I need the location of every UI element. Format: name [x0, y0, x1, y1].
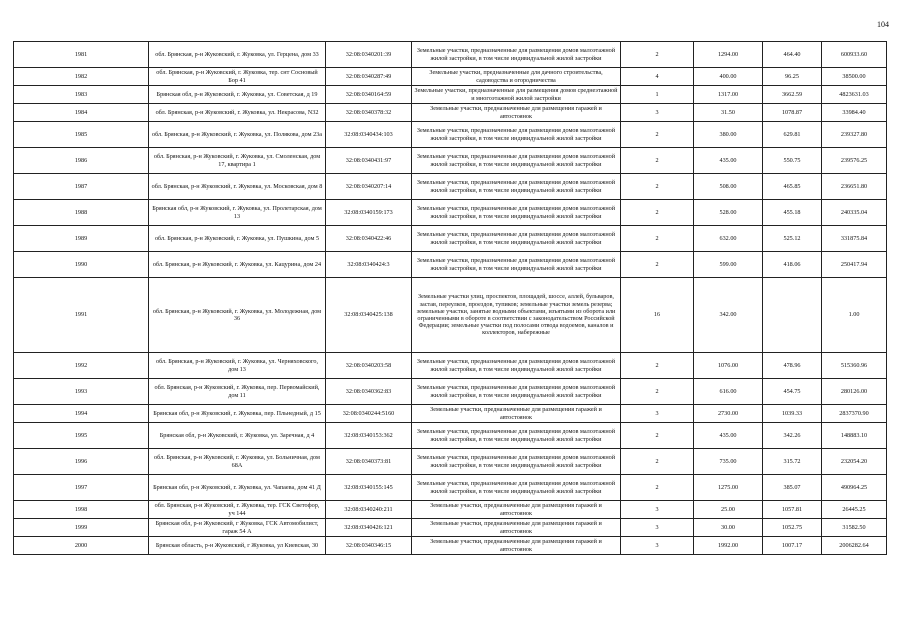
page-number: 104	[877, 20, 889, 29]
land-use-cell: Земельные участки, предназначенные для размещения гаражей и автостоянок	[412, 537, 621, 555]
cadastral-value-cell: 515360.96	[822, 353, 887, 379]
cadastral-value-cell: 31582.50	[822, 519, 887, 537]
land-use-cell: Земельные участки, предназначенные для размещения домов малоэтажной жилой застройки, в том числе индивидуальной жилой застройки	[412, 226, 621, 252]
group-cell: 2	[621, 252, 694, 278]
area-cell: 31.50	[694, 104, 763, 122]
specific-value-cell: 525.12	[763, 226, 822, 252]
cadastral-value-cell: 2006282.64	[822, 537, 887, 555]
cadastral-value-cell: 600933.60	[822, 42, 887, 68]
table-row	[14, 449, 887, 475]
cadastral-number-cell: 32:08:0340424:3	[326, 252, 412, 278]
row-number-cell: 1989	[14, 226, 149, 252]
address-cell: обл. Брянская, р-н Жуковский, г. Жуковка, тер. ГСК Светофор, уч 144	[149, 501, 326, 519]
land-use-cell: Земельные участки, предназначенные для размещения гаражей и автостоянок	[412, 519, 621, 537]
address-cell: Брянская обл, р-н Жуковский, г. Жуковка, ул. Пролетарская, дом 13	[149, 200, 326, 226]
address-cell: обл. Брянская, р-н Жуковский, г. Жуковка, ул. Кацурина, дом 24	[149, 252, 326, 278]
table-row	[14, 278, 887, 353]
land-use-cell: Земельные участки, предназначенные для размещения гаражей и автостоянок	[412, 405, 621, 423]
area-cell: 508.00	[694, 174, 763, 200]
specific-value-cell: 454.75	[763, 379, 822, 405]
cadastral-number-cell: 32:08:0340155:145	[326, 475, 412, 501]
cadastral-number-cell: 32:08:0340378:32	[326, 104, 412, 122]
cadastral-value-cell: 239327.80	[822, 122, 887, 148]
address-cell: обл. Брянская, р-н Жуковский, г. Жуковка, ул. Больничная, дом 68А	[149, 449, 326, 475]
table-row	[14, 42, 887, 68]
land-use-cell: Земельные участки, предназначенные для дачного строительства, садоводства и огородничества	[412, 68, 621, 86]
row-number-cell: 1986	[14, 148, 149, 174]
cadastral-number-cell: 32:08:0340431:97	[326, 148, 412, 174]
table-row	[14, 423, 887, 449]
specific-value-cell: 550.75	[763, 148, 822, 174]
address-cell: обл. Брянская, р-н Жуковский, г. Жуковка, ул. Полякова, дом 23а	[149, 122, 326, 148]
area-cell: 1317.00	[694, 86, 763, 104]
cadastral-number-cell: 32:08:0340207:14	[326, 174, 412, 200]
specific-value-cell: 629.81	[763, 122, 822, 148]
table-row	[14, 353, 887, 379]
specific-value-cell: 455.18	[763, 200, 822, 226]
address-cell: Брянская обл, р-н Жуковский, г. Жуковка, пер. Пльнедный, д 15	[149, 405, 326, 423]
group-cell: 2	[621, 475, 694, 501]
area-cell: 1275.00	[694, 475, 763, 501]
address-cell: Брянская область, р-н Жуковский, г Жуковка, ул Киевская, 30	[149, 537, 326, 555]
group-cell: 2	[621, 226, 694, 252]
cadastral-number-cell: 32:08:0340426:121	[326, 519, 412, 537]
group-cell: 2	[621, 174, 694, 200]
row-number-cell: 1994	[14, 405, 149, 423]
cadastral-value-cell: 232054.20	[822, 449, 887, 475]
table-row	[14, 200, 887, 226]
specific-value-cell: 464.40	[763, 42, 822, 68]
group-cell: 2	[621, 122, 694, 148]
land-use-cell: Земельные участки, предназначенные для размещения гаражей и автостоянок	[412, 104, 621, 122]
group-cell: 1	[621, 86, 694, 104]
group-cell: 3	[621, 519, 694, 537]
address-cell: обл. Брянская, р-н Жуковский, г. Жуковка, ул. Пушкина, дом 5	[149, 226, 326, 252]
cadastral-value-cell: 1.00	[822, 278, 887, 353]
specific-value-cell: 478.96	[763, 353, 822, 379]
table-row	[14, 174, 887, 200]
cadastral-number-cell: 32:08:0340362:83	[326, 379, 412, 405]
address-cell: обл. Брянская, р-н Жуковский, г. Жуковка, ул. Черняховского, дом 13	[149, 353, 326, 379]
area-cell: 1992.00	[694, 537, 763, 555]
cadastral-number-cell: 32:08:0340244:5160	[326, 405, 412, 423]
table-row	[14, 148, 887, 174]
cadastral-value-cell: 240335.04	[822, 200, 887, 226]
row-number-cell: 1992	[14, 353, 149, 379]
group-cell: 4	[621, 68, 694, 86]
area-cell: 599.00	[694, 252, 763, 278]
land-use-cell: Земельные участки улиц, проспектов, площадей, шоссе, аллей, бульваров, застав, переулков, проездов, тупиков; земельные участки земель резерва; земельные участки, занятые водными объектами, изъятыми из оборота или ограниченными в обороте в соответствии с законодательством Российской Федерации; земельные участки под полосами отвода водоемов, каналов и коллекторов, набережные	[412, 278, 621, 353]
cadastral-value-cell: 239576.25	[822, 148, 887, 174]
cadastral-number-cell: 32:08:0340203:58	[326, 353, 412, 379]
row-number-cell: 1988	[14, 200, 149, 226]
row-number-cell: 1985	[14, 122, 149, 148]
land-use-cell: Земельные участки, предназначенные для размещения домов малоэтажной жилой застройки, в том числе индивидуальной жилой застройки	[412, 122, 621, 148]
table-row	[14, 122, 887, 148]
land-use-cell: Земельные участки, предназначенные для размещения домов малоэтажной жилой застройки, в том числе индивидуальной жилой застройки	[412, 174, 621, 200]
address-cell: Брянская обл, р-н Жуковский, г Жуковка, ГСК Автомобилист, гараж 54 А	[149, 519, 326, 537]
area-cell: 435.00	[694, 423, 763, 449]
specific-value-cell: 96.25	[763, 68, 822, 86]
land-use-cell: Земельные участки, предназначенные для размещения домов малоэтажной жилой застройки, в том числе индивидуальной жилой застройки	[412, 449, 621, 475]
cadastral-number-cell: 32:08:0340201:39	[326, 42, 412, 68]
group-cell: 3	[621, 537, 694, 555]
table-row	[14, 86, 887, 104]
row-number-cell: 1981	[14, 42, 149, 68]
specific-value-cell: 385.07	[763, 475, 822, 501]
table-row	[14, 226, 887, 252]
address-cell: обл. Брянская, р-н Жуковский, г. Жуковка, ул. Герцена, дом 33	[149, 42, 326, 68]
cadastral-value-cell: 33984.40	[822, 104, 887, 122]
group-cell: 2	[621, 200, 694, 226]
cadastral-number-cell: 32:08:0340434:103	[326, 122, 412, 148]
cadastral-number-cell: 32:08:0340425:138	[326, 278, 412, 353]
land-use-cell: Земельные участки, предназначенные для размещения домов малоэтажной жилой застройки, в том числе индивидуальной жилой застройки	[412, 353, 621, 379]
land-use-cell: Земельные участки, предназначенные для размещения домов малоэтажной жилой застройки, в том числе индивидуальной жилой застройки	[412, 475, 621, 501]
table-row	[14, 68, 887, 86]
table-row	[14, 537, 887, 555]
cadastral-value-cell: 4823631.03	[822, 86, 887, 104]
cadastral-value-cell: 331875.84	[822, 226, 887, 252]
row-number-cell: 1997	[14, 475, 149, 501]
specific-value-cell: 1007.17	[763, 537, 822, 555]
table-row	[14, 104, 887, 122]
area-cell: 400.00	[694, 68, 763, 86]
land-use-cell: Земельные участки, предназначенные для размещения домов малоэтажной жилой застройки, в том числе индивидуальной жилой застройки	[412, 200, 621, 226]
address-cell: обл. Брянская, р-н Жуковский, г. Жуковка, тер. снт Сосновый Бор 41	[149, 68, 326, 86]
group-cell: 2	[621, 148, 694, 174]
specific-value-cell: 1052.75	[763, 519, 822, 537]
row-number-cell: 1987	[14, 174, 149, 200]
land-use-cell: Земельные участки, предназначенные для размещения гаражей и автостоянок	[412, 501, 621, 519]
row-number-cell: 1991	[14, 278, 149, 353]
group-cell: 3	[621, 104, 694, 122]
table-row	[14, 252, 887, 278]
group-cell: 3	[621, 501, 694, 519]
group-cell: 2	[621, 353, 694, 379]
table-row	[14, 379, 887, 405]
cadastral-number-cell: 32:08:0340240:211	[326, 501, 412, 519]
row-number-cell: 1998	[14, 501, 149, 519]
cadastral-value-cell: 490964.25	[822, 475, 887, 501]
cadastral-number-cell: 32:08:0340159:173	[326, 200, 412, 226]
address-cell: обл. Брянская, р-н Жуковский, г. Жуковка, ул. Смоленская, дом 17, квартира 1	[149, 148, 326, 174]
specific-value-cell: 1057.81	[763, 501, 822, 519]
land-use-cell: Земельные участки, предназначенные для размещения домов среднеэтажной и многоэтажной жилой застройки	[412, 86, 621, 104]
cadastral-value-cell: 280126.00	[822, 379, 887, 405]
cadastral-value-cell: 26445.25	[822, 501, 887, 519]
area-cell: 25.00	[694, 501, 763, 519]
cadastral-value-cell: 148883.10	[822, 423, 887, 449]
land-use-cell: Земельные участки, предназначенные для размещения домов малоэтажной жилой застройки, в том числе индивидуальной жилой застройки	[412, 423, 621, 449]
land-use-cell: Земельные участки, предназначенные для размещения домов малоэтажной жилой застройки, в том числе индивидуальной жилой застройки	[412, 42, 621, 68]
area-cell: 342.00	[694, 278, 763, 353]
address-cell: обл. Брянская, р-н Жуковский, г. Жуковка, ул. Молодежная, дом 36	[149, 278, 326, 353]
specific-value-cell: 1039.33	[763, 405, 822, 423]
specific-value-cell: 3662.59	[763, 86, 822, 104]
specific-value-cell: 1078.87	[763, 104, 822, 122]
cadastral-number-cell: 32:08:0340153:362	[326, 423, 412, 449]
table-row	[14, 519, 887, 537]
area-cell: 2730.00	[694, 405, 763, 423]
cadastral-number-cell: 32:08:0340422:46	[326, 226, 412, 252]
address-cell: Брянская обл, р-н Жуковский, г. Жуковка, ул. Советская, д 19	[149, 86, 326, 104]
group-cell: 3	[621, 405, 694, 423]
row-number-cell: 1995	[14, 423, 149, 449]
cadastral-value-table	[13, 41, 887, 555]
group-cell: 2	[621, 42, 694, 68]
area-cell: 616.00	[694, 379, 763, 405]
specific-value-cell	[763, 278, 822, 353]
area-cell: 1076.00	[694, 353, 763, 379]
cadastral-value-cell: 236651.80	[822, 174, 887, 200]
address-cell: обл. Брянская, р-н Жуковский, г. Жуковка, ул. Некрасова, N32	[149, 104, 326, 122]
address-cell: обл. Брянская, р-н Жуковский, г. Жуковка, пер. Первомайский, дом 11	[149, 379, 326, 405]
row-number-cell: 1984	[14, 104, 149, 122]
table-row	[14, 501, 887, 519]
cadastral-number-cell: 32:08:0340346:15	[326, 537, 412, 555]
specific-value-cell: 418.06	[763, 252, 822, 278]
cadastral-value-cell: 38500.00	[822, 68, 887, 86]
group-cell: 2	[621, 379, 694, 405]
address-cell: Брянская обл, р-н Жуковский, г. Жуковка, ул. Заречная, д 4	[149, 423, 326, 449]
table-row	[14, 475, 887, 501]
area-cell: 632.00	[694, 226, 763, 252]
row-number-cell: 1996	[14, 449, 149, 475]
area-cell: 30.00	[694, 519, 763, 537]
address-cell: Брянская обл, р-н Жуковский, г. Жуковка, ул. Чапаева, дом 41 Д	[149, 475, 326, 501]
row-number-cell: 2000	[14, 537, 149, 555]
area-cell: 1294.00	[694, 42, 763, 68]
group-cell: 2	[621, 449, 694, 475]
area-cell: 735.00	[694, 449, 763, 475]
cadastral-number-cell: 32:08:0340373:81	[326, 449, 412, 475]
area-cell: 435.00	[694, 148, 763, 174]
cadastral-value-cell: 250417.94	[822, 252, 887, 278]
row-number-cell: 1982	[14, 68, 149, 86]
cadastral-number-cell: 32:08:0340287:49	[326, 68, 412, 86]
table-body	[14, 42, 887, 555]
specific-value-cell: 342.26	[763, 423, 822, 449]
specific-value-cell: 465.85	[763, 174, 822, 200]
area-cell: 528.00	[694, 200, 763, 226]
cadastral-number-cell: 32:08:0340164:59	[326, 86, 412, 104]
land-use-cell: Земельные участки, предназначенные для размещения домов малоэтажной жилой застройки, в том числе индивидуальной жилой застройки	[412, 379, 621, 405]
group-cell: 16	[621, 278, 694, 353]
row-number-cell: 1983	[14, 86, 149, 104]
row-number-cell: 1990	[14, 252, 149, 278]
row-number-cell: 1993	[14, 379, 149, 405]
table-row	[14, 405, 887, 423]
cadastral-value-cell: 2837370.90	[822, 405, 887, 423]
row-number-cell: 1999	[14, 519, 149, 537]
land-use-cell: Земельные участки, предназначенные для размещения домов малоэтажной жилой застройки, в том числе индивидуальной жилой застройки	[412, 252, 621, 278]
land-use-cell: Земельные участки, предназначенные для размещения домов малоэтажной жилой застройки, в том числе индивидуальной жилой застройки	[412, 148, 621, 174]
address-cell: обл. Брянская, р-н Жуковский, г. Жуковка, ул. Московская, дом 8	[149, 174, 326, 200]
group-cell: 2	[621, 423, 694, 449]
area-cell: 380.00	[694, 122, 763, 148]
specific-value-cell: 315.72	[763, 449, 822, 475]
